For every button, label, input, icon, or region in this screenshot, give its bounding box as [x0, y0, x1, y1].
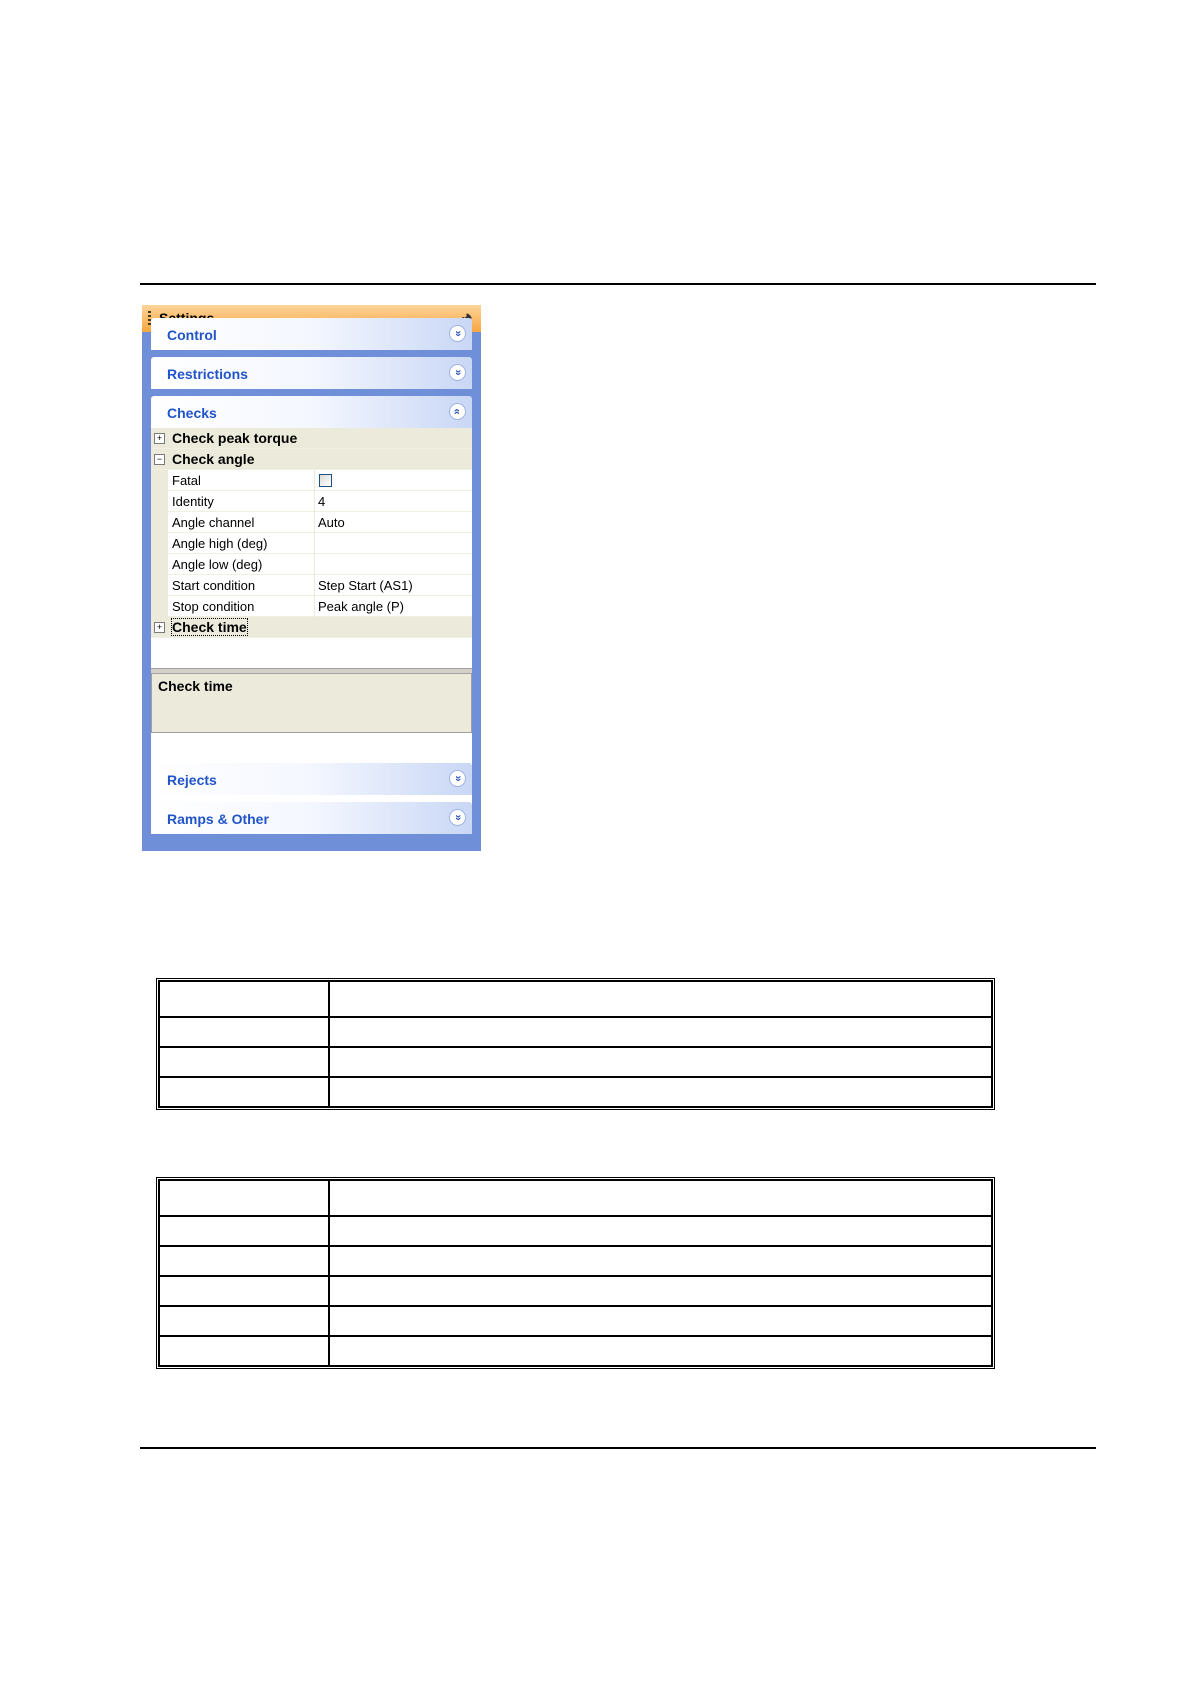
- property-value[interactable]: Step Start (AS1): [318, 578, 413, 593]
- table-row: [159, 1276, 992, 1306]
- property-row-angle-high[interactable]: [151, 533, 472, 554]
- table-cell: [329, 1336, 992, 1366]
- table-cell: [329, 1246, 992, 1276]
- category-check-angle[interactable]: [151, 449, 472, 470]
- row-gutter: [151, 596, 168, 617]
- category-label: Check angle: [172, 451, 255, 467]
- group-control-label: Control: [167, 327, 217, 343]
- top-rule: [140, 283, 1096, 285]
- chevron-up-icon[interactable]: »: [449, 403, 466, 420]
- property-name: Angle high (deg): [172, 536, 268, 551]
- table-row: [159, 1336, 992, 1366]
- fatal-checkbox[interactable]: [319, 474, 332, 487]
- property-row-angle-channel[interactable]: [151, 512, 472, 533]
- property-row-fatal[interactable]: [151, 470, 472, 491]
- category-check-time[interactable]: [151, 617, 472, 638]
- column-separator: [314, 491, 315, 512]
- table-cell: [159, 1180, 329, 1216]
- row-gutter: [151, 470, 168, 491]
- collapse-icon[interactable]: −: [154, 454, 165, 465]
- property-name: Stop condition: [172, 599, 255, 614]
- property-name: Angle channel: [172, 515, 255, 530]
- column-separator: [314, 554, 315, 575]
- table-row: [159, 1180, 992, 1216]
- table-cell: [159, 1336, 329, 1366]
- table-row: [159, 1306, 992, 1336]
- property-name: Fatal: [172, 473, 201, 488]
- chevron-down-icon[interactable]: »: [449, 364, 466, 381]
- expand-icon[interactable]: +: [154, 622, 165, 633]
- table-cell: [329, 981, 992, 1017]
- table-2: [156, 1177, 995, 1369]
- property-row-start-condition[interactable]: [151, 575, 472, 596]
- row-gutter: [151, 554, 168, 575]
- table-cell: [159, 1276, 329, 1306]
- table-cell: [159, 1017, 329, 1047]
- group-checks[interactable]: [151, 396, 472, 428]
- group-rejects-label: Rejects: [167, 772, 217, 788]
- column-separator: [314, 596, 315, 617]
- description-pane: [151, 673, 472, 733]
- chevron-down-icon[interactable]: »: [449, 325, 466, 342]
- row-gutter: [151, 575, 168, 596]
- table-cell: [329, 1306, 992, 1336]
- table-cell: [159, 1216, 329, 1246]
- table-row: [159, 1017, 992, 1047]
- property-grid: [151, 428, 472, 638]
- column-separator: [314, 575, 315, 596]
- column-separator: [314, 533, 315, 554]
- table-row: [159, 981, 992, 1017]
- table-cell: [159, 1047, 329, 1077]
- chevron-down-icon[interactable]: »: [449, 809, 466, 826]
- settings-panel: [142, 305, 481, 851]
- table-row: [159, 1077, 992, 1107]
- table-cell: [329, 1180, 992, 1216]
- column-separator: [314, 470, 315, 491]
- category-label: Check peak torque: [172, 430, 298, 446]
- table-row: [159, 1216, 992, 1246]
- table-cell: [329, 1047, 992, 1077]
- group-restrictions-label: Restrictions: [167, 366, 248, 382]
- property-value[interactable]: 4: [318, 494, 326, 509]
- row-gutter: [151, 533, 168, 554]
- bottom-rule: [140, 1447, 1096, 1449]
- table-cell: [329, 1077, 992, 1107]
- table-cell: [159, 981, 329, 1017]
- table-cell: [329, 1017, 992, 1047]
- group-checks-label: Checks: [167, 405, 217, 421]
- group-ramps-other[interactable]: [151, 802, 472, 834]
- property-row-stop-condition[interactable]: [151, 596, 472, 617]
- column-separator: [314, 512, 315, 533]
- property-name: Identity: [172, 494, 214, 509]
- chevron-down-icon[interactable]: »: [449, 770, 466, 787]
- property-value[interactable]: Peak angle (P): [318, 599, 404, 614]
- row-gutter: [151, 491, 168, 512]
- table-cell: [159, 1246, 329, 1276]
- group-control[interactable]: [151, 318, 472, 350]
- expand-icon[interactable]: +: [154, 433, 165, 444]
- category-check-peak-torque[interactable]: [151, 428, 472, 449]
- property-row-identity[interactable]: [151, 491, 472, 512]
- property-value[interactable]: Auto: [318, 515, 345, 530]
- table-row: [159, 1047, 992, 1077]
- table-cell: [159, 1306, 329, 1336]
- property-name: Start condition: [172, 578, 256, 593]
- group-rejects[interactable]: [151, 763, 472, 795]
- group-ramps-other-label: Ramps & Other: [167, 811, 269, 827]
- table-cell: [329, 1216, 992, 1246]
- row-gutter: [151, 512, 168, 533]
- table-1: [156, 978, 995, 1110]
- table-row: [159, 1246, 992, 1276]
- property-row-angle-low[interactable]: [151, 554, 472, 575]
- group-restrictions[interactable]: [151, 357, 472, 389]
- category-label: Check time: [172, 619, 247, 635]
- table-cell: [329, 1276, 992, 1306]
- property-name: Angle low (deg): [172, 557, 263, 572]
- description-title: Check time: [158, 678, 233, 694]
- checks-group-body: [151, 428, 472, 818]
- table-cell: [159, 1077, 329, 1107]
